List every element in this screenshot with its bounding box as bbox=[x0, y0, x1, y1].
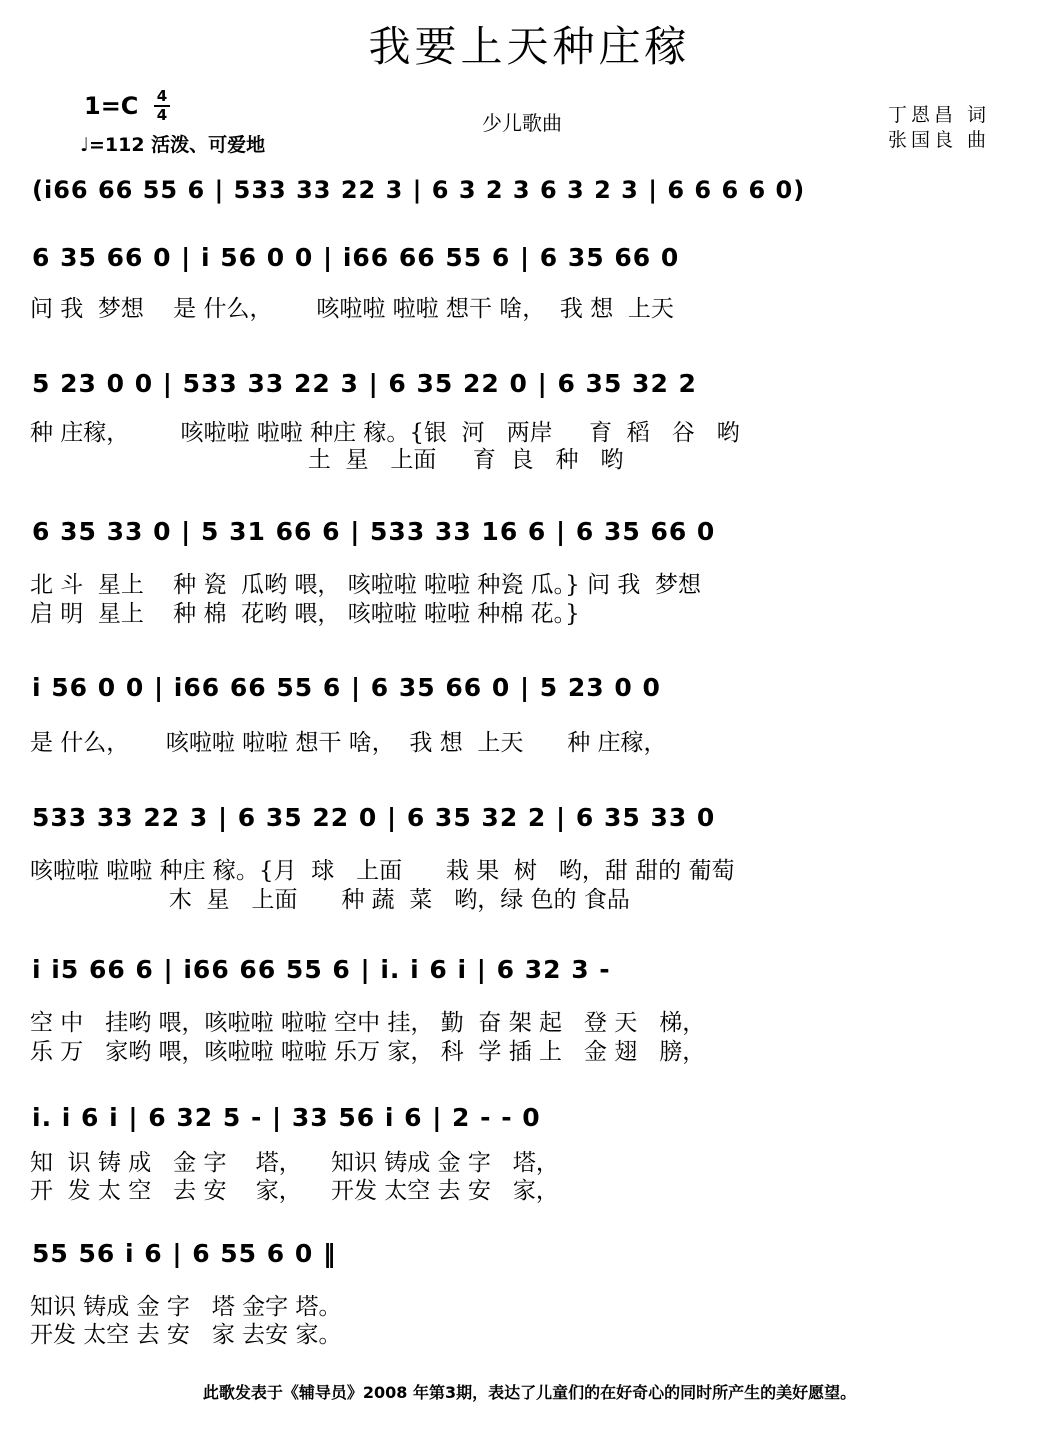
notation-line: i. i 6 i | 6 32 5 - | 33 56 i 6 | 2 - - 0 bbox=[32, 1103, 541, 1132]
notation-line: i i5 66 6 | i66 66 55 6 | i. i 6 i | 6 32 3 - bbox=[32, 955, 611, 984]
lyric-line: 问 我 梦想 是 什么， 咳啦啦 啦啦 想干 啥， 我 想 上天 bbox=[30, 296, 674, 322]
staff-row-7 bbox=[0, 950, 1059, 990]
notation-line: 55 56 i 6 | 6 55 6 0 ‖ bbox=[32, 1239, 337, 1268]
genre-label: 少儿歌曲 bbox=[482, 111, 562, 135]
staff-row-5 bbox=[0, 668, 1059, 708]
lyric-line: 开 发 太 空 去 安 家， 开发 太空 去 安 家， bbox=[30, 1178, 559, 1204]
staff-row-2 bbox=[0, 238, 1059, 278]
notation-line: 6 35 66 0 | i 56 0 0 | i66 66 55 6 | 6 35 66 0 bbox=[32, 243, 680, 272]
staff-row-8 bbox=[0, 1098, 1059, 1138]
lyric-line: 乐 万 家哟 喂，咳啦啦 啦啦 乐万 家， 科 学 插 上 金 翅 膀， bbox=[30, 1039, 706, 1065]
song-title: 我要上天种庄稼 bbox=[368, 22, 691, 71]
notation-line: 533 33 22 3 | 6 35 22 0 | 6 35 32 2 | 6 35 33 0 bbox=[32, 803, 716, 832]
lyricist: 丁恩昌 词 bbox=[888, 104, 991, 126]
lyric-line: 启 明 星上 种 棉 花哟 喂， 咳啦啦 啦啦 种棉 花。} bbox=[30, 601, 580, 627]
lyric-line: 知识 铸成 金 字 塔 金字 塔。 bbox=[30, 1294, 342, 1320]
staff-row-1 bbox=[0, 170, 1059, 210]
lyric-line: 空 中 挂哟 喂，咳啦啦 啦啦 空中 挂， 勤 奋 架 起 登 天 梯， bbox=[30, 1010, 706, 1036]
credits bbox=[888, 103, 990, 153]
lyric-line: 种 庄稼， 咳啦啦 啦啦 种庄 稼。{银 河 两岸 育 稻 谷 哟 bbox=[30, 420, 740, 446]
notation-line: (i66 66 55 6 | 533 33 22 3 | 6 3 2 3 6 3 2 3 | 6 6 6 6 0) bbox=[32, 176, 806, 204]
staff-row-9 bbox=[0, 1234, 1059, 1274]
notation-line: 5 23 0 0 | 533 33 22 3 | 6 35 22 0 | 6 35 32 2 bbox=[32, 369, 697, 398]
meter-bottom: 4 bbox=[154, 105, 170, 124]
composer: 张国良 曲 bbox=[888, 129, 991, 151]
notation-line: 6 35 33 0 | 5 31 66 6 | 533 33 16 6 | 6 35 66 0 bbox=[32, 517, 716, 546]
lyric-line: 木 星 上面 种 蔬 菜 哟，绿 色的 食品 bbox=[30, 887, 630, 913]
meter-top: 4 bbox=[156, 87, 168, 105]
tempo-marking: ♩=112 活泼、可爱地 bbox=[80, 134, 266, 156]
staff-row-6 bbox=[0, 798, 1059, 838]
staff-row-4 bbox=[0, 512, 1059, 552]
lyric-line: 是 什么， 咳啦啦 啦啦 想干 啥， 我 想 上天 种 庄稼， bbox=[30, 730, 667, 756]
lyric-line: 开发 太空 去 安 家 去安 家。 bbox=[30, 1322, 342, 1348]
lyric-line: 北 斗 星上 种 瓷 瓜哟 喂， 咳啦啦 啦啦 种瓷 瓜。} 问 我 梦想 bbox=[30, 572, 702, 598]
lyric-line: 知 识 铸 成 金 字 塔， 知识 铸成 金 字 塔， bbox=[30, 1150, 559, 1176]
time-signature bbox=[154, 88, 170, 124]
footer-note: 此歌发表于《辅导员》2008 年第3期，表达了儿童们的在好奇心的同时所产生的美好愿望。 bbox=[202, 1383, 857, 1402]
staff-row-3 bbox=[0, 364, 1059, 404]
lyric-line: 咳啦啦 啦啦 种庄 稼。{月 球 上面 栽 果 树 哟，甜 甜的 葡萄 bbox=[30, 858, 735, 884]
lyric-line: 土 星 上面 育 良 种 哟 bbox=[30, 447, 624, 473]
key-signature: 1=C bbox=[84, 92, 139, 120]
notation-line: i 56 0 0 | i66 66 55 6 | 6 35 66 0 | 5 23 0 0 bbox=[32, 673, 661, 702]
